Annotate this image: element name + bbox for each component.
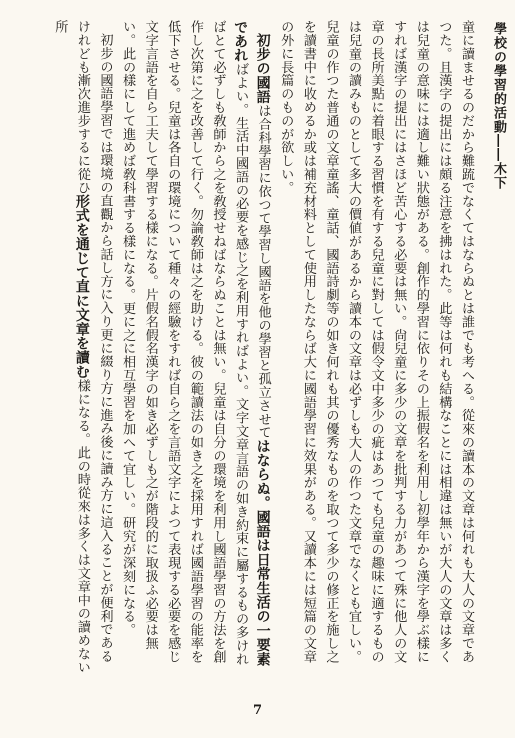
- paragraph-2: [116, 20, 274, 675]
- paragraph-text: 樣になる。此の時從來は多くは文章中の讀めない所: [52, 20, 90, 674]
- paragraph-text: は合科學習に依つて學習し國語を他の學習と孤立させて: [255, 104, 271, 440]
- paragraph-text: 初步の國語學習では環境の直觀から話し方に入り更に綴り方に進み後に讀み方に這入ることが便利であるけれども漸次進步するに從ひ: [74, 20, 113, 663]
- body-text: [32, 20, 477, 675]
- emphasis-text: 初步の國語: [254, 33, 271, 105]
- emphasis-text: はならぬ。國語は日常生活の一要素であれ: [232, 20, 271, 667]
- paragraph-3: [48, 20, 116, 675]
- running-head: 學校の學習的活動――木下: [491, 22, 506, 190]
- emphasis-text: 形式を通じて直に文章を讀む: [73, 194, 90, 379]
- page-number: 7: [252, 703, 263, 718]
- paragraph-1: 童に讀ませるのだから難䟽でなくてはならぬとは誰でも考へる。從來の讀本の文章は何れも大人の文章であつた。且漢字の提出には頗る注意を拂はれた。此等は何れも結構なことには相違は無いが大人の文章は多くは兒童の意味には適し難い狀態がある。創作的學習に依りその上振假名を利用し初學年から漢字を學ぶ樣にすれば漢字の提出にはさほど苦心する必要は無い。尙兒童に多少の文章を批判する力があつて殊に他人の文章の長所美點に着眼する習慣を有する兒童に對しては假令文中多少の疵はあつても兒童の趣味に適するものは兒童の讀みものとして多大の價値があるから讀本の文章は必ずしも大人の作つた文章でなくとも宜しい。兒童の作つた普通の文章童謠、童話、國語詩劇等の如き何れも其の優秀なものを取つて多少の修正を施し之を讀書中に收めるか或は補充材料として使用したならば大に國語學習に效果がある。又讀本には短篇の文章の外に長篇のものが欲しい。: [278, 20, 474, 664]
- paragraph-text: ばよい。生活中國語の必要を感じ之を利用すればよい。文字文章言語の如き約束に屬するもの多ければとて必ずしも敎師から之を敎授せねばならぬことは無い。兒童は自分の環境を利用し國語學習の方法を創作し次第に之を改善して行く。勿論敎師は之を助ける。彼の範讀法の如き之を採用すれば國語學習の能率を低下させる。兒童は各自の環境について種々の經驗をすれば自ら之を言語文字によつて表現する必要を感じ文字言語を自ら工夫して學習する樣になる。片假名假名漢字の如き必ずしも之が階段的に取扱ふ必要は無い。此の樣にして進めば敎科書する樣になる。更に之に相互學習を加へて宜しい。研究が深刻になる。: [120, 20, 249, 666]
